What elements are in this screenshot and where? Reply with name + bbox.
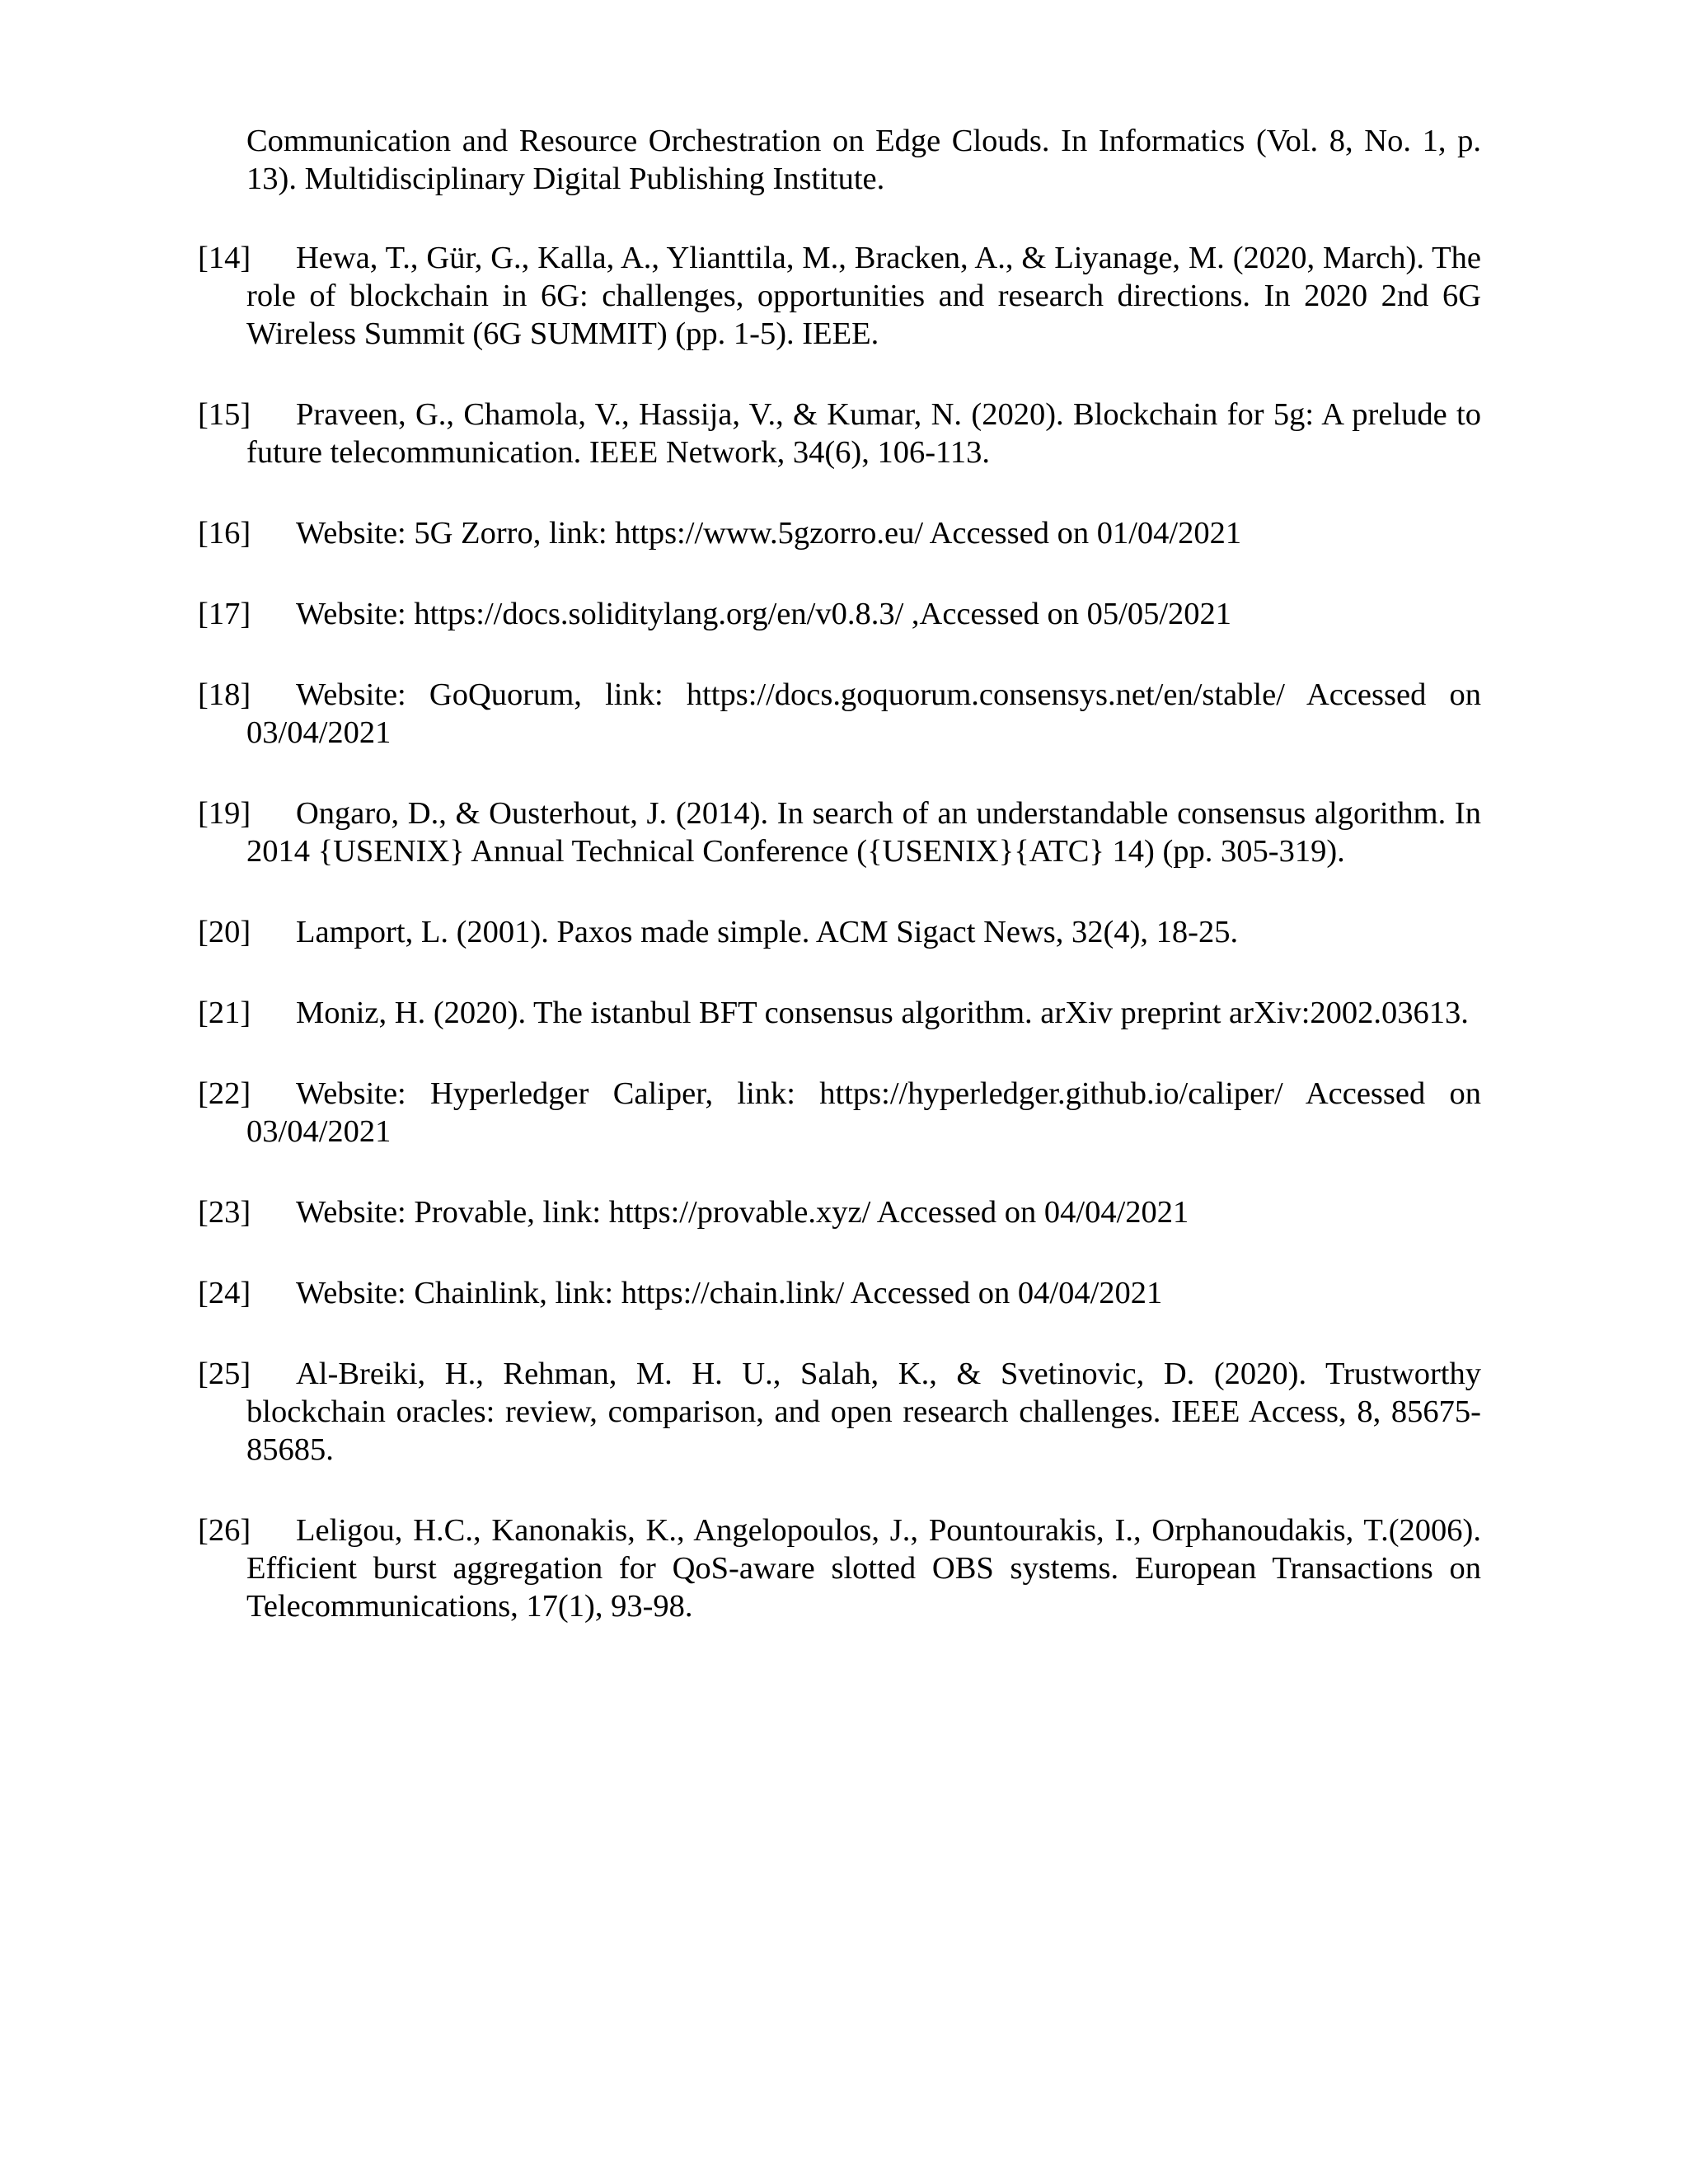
reference-text: Website: Chainlink, link: https://chain.link/ Accessed on 04/04/2021	[296, 1276, 1163, 1310]
reference-text: Moniz, H. (2020). The istanbul BFT consensus algorithm. arXiv preprint arXiv:2002.03613.	[296, 996, 1469, 1030]
reference-number: [24]	[198, 1276, 251, 1310]
reference-text: Website: Provable, link: https://provable.xyz/ Accessed on 04/04/2021	[296, 1195, 1189, 1230]
reference-number: [21]	[198, 996, 251, 1030]
reference-number: [22]	[198, 1076, 251, 1111]
reference-number: [17]	[198, 597, 251, 631]
reference-14	[198, 239, 1481, 353]
reference-text: Website: 5G Zorro, link: https://www.5gzorro.eu/ Accessed on 01/04/2021	[296, 516, 1242, 551]
reference-15	[198, 396, 1481, 471]
reference-text: Ongaro, D., & Ousterhout, J. (2014). In search of an understandable consensus algorithm. In 2014 {USENIX} Annual Technical Conference ({USENIX}{ATC} 14) (pp. 305-319).	[246, 796, 1481, 869]
reference-number: [26]	[198, 1513, 251, 1548]
reference-number: [25]	[198, 1357, 251, 1391]
reference-19	[198, 794, 1481, 870]
reference-number: [14]	[198, 241, 251, 275]
reference-text: Website: Hyperledger Caliper, link: https://hyperledger.github.io/caliper/ Accessed on 03/04/2021	[246, 1076, 1481, 1149]
reference-number: [15]	[198, 397, 251, 432]
reference-text: Al-Breiki, H., Rehman, M. H. U., Salah, K., & Svetinovic, D. (2020). Trustworthy blockchain oracles: review, comparison, and open research challenges. IEEE Access, 8, 85675-85685.	[246, 1357, 1481, 1467]
reference-text: Website: https://docs.soliditylang.org/en/v0.8.3/ ,Accessed on 05/05/2021	[296, 597, 1232, 631]
reference-continuation: Communication and Resource Orchestration on Edge Clouds. In Informatics (Vol. 8, No. 1, p. 13). Multidisciplinary Digital Publishing Institute.	[246, 124, 1481, 196]
reference-number: [23]	[198, 1195, 251, 1230]
reference-24	[198, 1274, 1481, 1312]
reference-text: Praveen, G., Chamola, V., Hassija, V., & Kumar, N. (2020). Blockchain for 5g: A prelude to future telecommunication. IEEE Network, 34(6), 106-113.	[246, 397, 1481, 470]
reference-18	[198, 676, 1481, 752]
reference-17	[198, 595, 1481, 633]
reference-number: [20]	[198, 915, 251, 949]
reference-20	[198, 913, 1481, 951]
reference-26	[198, 1511, 1481, 1625]
reference-number: [19]	[198, 796, 251, 831]
reference-25	[198, 1355, 1481, 1469]
reference-23	[198, 1193, 1481, 1231]
reference-21	[198, 994, 1481, 1032]
reference-text: Lamport, L. (2001). Paxos made simple. ACM Sigact News, 32(4), 18-25.	[296, 915, 1239, 949]
reference-number: [16]	[198, 516, 251, 551]
reference-text: Leligou, H.C., Kanonakis, K., Angelopoulos, J., Pountourakis, I., Orphanoudakis, T.(2006). Efficient burst aggregation for QoS-aware slotted OBS systems. European Transactions on Telecommunications, 17(1), 93-98.	[246, 1513, 1481, 1624]
reference-text: Hewa, T., Gür, G., Kalla, A., Ylianttila, M., Bracken, A., & Liyanage, M. (2020, March). The role of blockchain in 6G: challenges, opportunities and research directions. In 2020 2nd 6G Wireless Summit (6G SUMMIT) (pp. 1-5). IEEE.	[246, 241, 1481, 351]
reference-text: Website: GoQuorum, link: https://docs.goquorum.consensys.net/en/stable/ Accessed on 03/04/2021	[246, 677, 1481, 750]
reference-number: [18]	[198, 677, 251, 712]
reference-list	[198, 122, 1481, 1668]
reference-22	[198, 1075, 1481, 1151]
reference-16	[198, 514, 1481, 552]
